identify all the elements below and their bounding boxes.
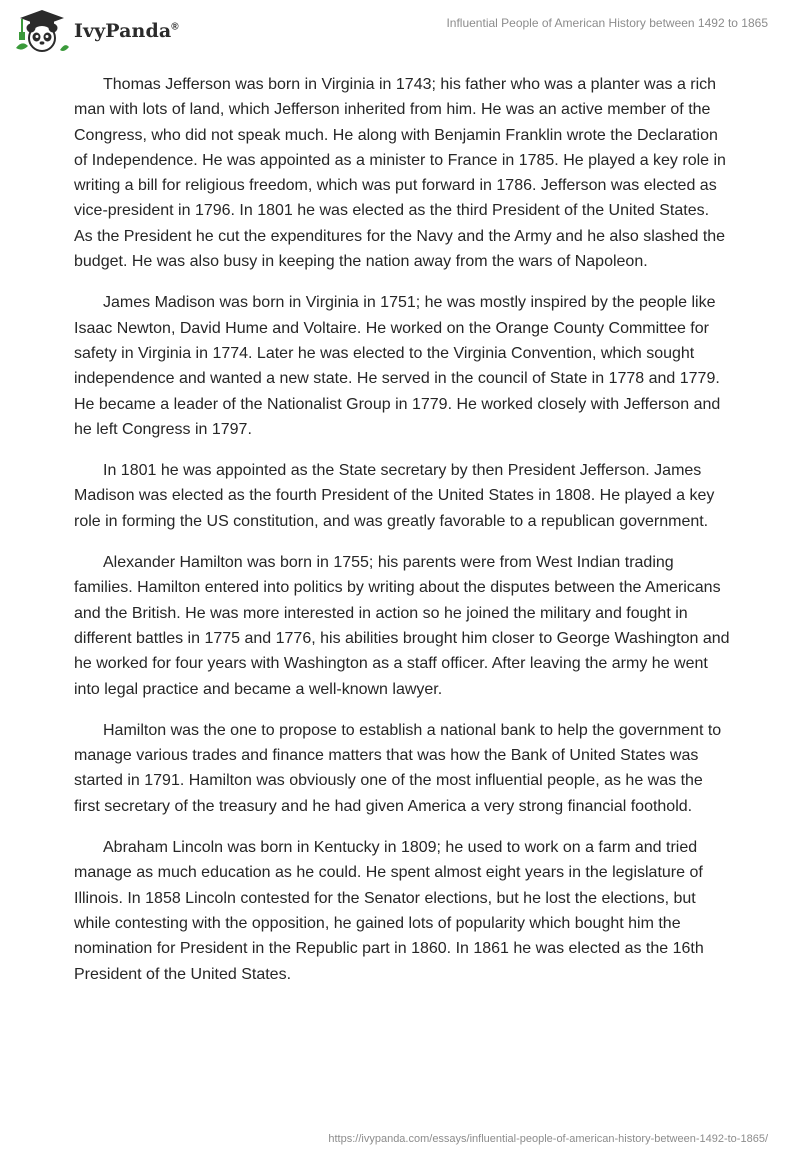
paragraph-hamilton-early: Alexander Hamilton was born in 1755; his parents were from West Indian trading families. Hamilton entered into politics by writing about the disputes between the Americans and the British. He was more interested in action so he joined the military and fought in different battles in 1775 and 1776, his abilities brought him closer to George Washington and he worked for four years with Washington as a staff officer. After leaving the army he went into legal practice and became a well-known lawyer.	[74, 554, 730, 698]
registered-mark: ®	[171, 21, 179, 33]
brand-logo[interactable]	[14, 8, 179, 54]
essay-body	[74, 72, 730, 1003]
paragraph-jefferson: Thomas Jefferson was born in Virginia in 1743; his father who was a planter was a rich man with lots of land, which Jefferson inherited from him. He was an active member of the Congress, who did not speak much. He along with Benjamin Franklin wrote the Declaration of Independence. He was appointed as a minister to France in 1785. He played a key role in writing a bill for religious freedom, which was put forward in 1786. Jefferson was elected as vice-president in 1796. In 1801 he was elected as the third President of the United States. As the President he cut the expenditures for the Navy and the Army and he also slashed the budget. He was also busy in keeping the nation away from the wars of Napoleon.	[74, 76, 726, 271]
panda-graduate-icon	[14, 8, 70, 54]
page-header	[0, 0, 800, 60]
paragraph-hamilton-bank: Hamilton was the one to propose to establish a national bank to help the government to manage various trades and finance matters that was how the Bank of United States was started in 1791. Hamilton was obviously one of the most influential people, as he was the first secretary of the treasury and he had given America a very strong financial foothold.	[74, 721, 722, 815]
paragraph-madison-early: James Madison was born in Virginia in 1751; he was mostly inspired by the people like Isaac Newton, David Hume and Voltaire. He worked on the Orange County Committee for safety in Virginia in 1774. Later he was elected to the Virginia Convention, which sought independence and wanted a new state. He served in the council of State in 1778 and 1779. He became a leader of the Nationalist Group in 1779. He worked closely with Jefferson and he left Congress in 1797.	[74, 294, 721, 438]
document-title: Influential People of American History between 1492 to 1865	[446, 16, 768, 30]
paragraph-madison-presidency: In 1801 he was appointed as the State secretary by then President Jefferson. James Madison was elected as the fourth President of the United States in 1808. He played a key role in forming the US constitution, and was greatly favorable to a republican government.	[74, 462, 715, 530]
source-url[interactable]: https://ivypanda.com/essays/influential-people-of-american-history-between-1492-to-1865/	[328, 1133, 768, 1145]
brand-name: IvyPanda®	[74, 20, 179, 42]
paragraph-lincoln: Abraham Lincoln was born in Kentucky in 1809; he used to work on a farm and tried manage as much education as he could. He spent almost eight years in the legislature of Illinois. In 1858 Lincoln contested for the Senator elections, but he lost the elections, but while contesting with the opposition, he gained lots of popularity which bought him the nomination for President in the Republic part in 1860. In 1861 he was elected as the 16th President of the United States.	[74, 839, 704, 983]
